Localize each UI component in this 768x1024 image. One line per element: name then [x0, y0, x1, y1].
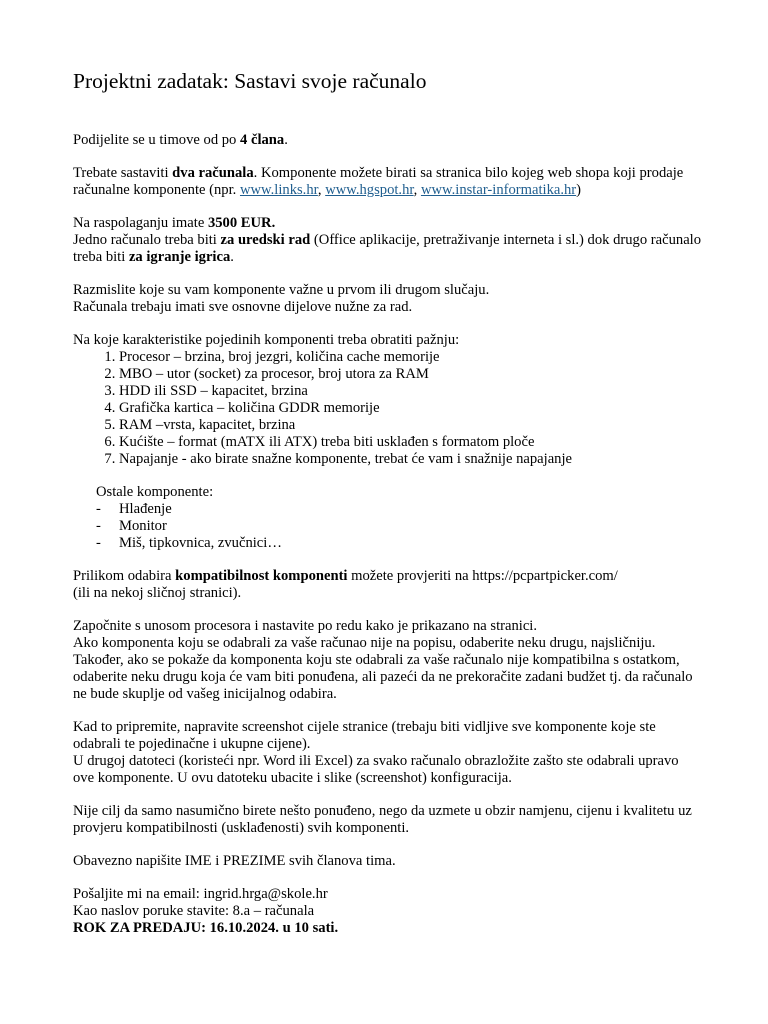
list-item: 2. MBO – utor (socket) za procesor, broj utora za RAM: [119, 366, 703, 383]
characteristics-intro: Na koje karakteristike pojedinih komponenti treba obratiti pažnju:: [73, 332, 460, 348]
list-item: 5. RAM –vrsta, kapacitet, brzina: [119, 417, 703, 434]
document-title: Projektni zadatak: Sastavi svoje računalo: [73, 69, 427, 93]
purpose-end: .: [230, 249, 234, 265]
list-item: 1. Procesor – brzina, broj jezgri, količina cache memorije: [119, 349, 703, 366]
link-separator: ,: [317, 182, 326, 198]
send-paragraph: [73, 886, 703, 937]
team-size: 4 člana: [240, 132, 285, 148]
think-paragraph: [73, 282, 703, 316]
screenshot-paragraph: [73, 719, 703, 787]
purpose-gaming: za igranje igrica: [128, 249, 231, 265]
list-item: 3. HDD ili SSD – kapacitet, brzina: [119, 383, 703, 400]
build-count: dva računala: [172, 165, 254, 181]
characteristics-section: [73, 332, 703, 552]
link-links-hr[interactable]: www.links.hr: [239, 182, 318, 198]
purpose-text: Jedno računalo treba biti: [73, 232, 221, 248]
build-paragraph: [73, 165, 703, 199]
list-item: 7. Napajanje - ako birate snažne komponente, trebat će vam i snažnije napajanje: [119, 451, 703, 468]
teams-end: .: [284, 132, 288, 148]
list-item: 6. Kućište – format (mATX ili ATX) treba biti usklađen s formatom ploče: [119, 434, 703, 451]
list-item: 4. Grafička kartica – količina GDDR memorije: [119, 400, 703, 417]
document-body: [73, 66, 703, 937]
start-line-3: Također, ako se pokaže da komponenta koju ste odabrali za vaše računalo nije kompatibilna s ostatkom, odaberite neku drugu koja će vam biti ponuđena, ali pazeći da ne prekoračite zadani budžet tj. da računalo ne bude skuplje od vašeg inicijalnog odabira.: [73, 652, 693, 702]
list-item: - Miš, tipkovnica, zvučnici…: [96, 535, 703, 552]
list-item: - Monitor: [96, 518, 703, 535]
budget-amount: 3500 EUR.: [207, 215, 276, 231]
teams-paragraph: [73, 132, 703, 149]
send-email-line: Pošaljite mi na email: ingrid.hrga@skole.hr: [73, 886, 328, 902]
teams-text: Podijelite se u timove od po: [73, 132, 241, 148]
start-paragraph: [73, 618, 703, 703]
deadline: ROK ZA PREDAJU: 16.10.2024. u 10 sati.: [73, 920, 339, 936]
purpose-text-2: (Office aplikacije, pretraživanje interneta i sl.) dok drugo računalo treba biti: [73, 232, 702, 265]
link-hgspot-hr[interactable]: www.hgspot.hr: [325, 182, 414, 198]
compat-text: Prilikom odabira: [73, 568, 176, 584]
compat-bold: kompatibilnost komponenti: [175, 568, 348, 584]
screenshot-line-2: U drugoj datoteci (koristeći npr. Word ili Excel) za svako računalo obrazložite zašto ste odabrali upravo ove komponente. U ovu datoteku ubacite i slike (screenshot) konfiguracija.: [73, 753, 679, 786]
goal-paragraph: Nije cilj da samo nasumično birete nešto ponuđeno, nego da uzmete u obzir namjenu, cijenu i kvalitetu uz provjeru kompatibilnosti (usklađenosti) svih komponenti.: [73, 803, 692, 836]
characteristics-list: [73, 349, 703, 468]
build-end: ): [576, 182, 582, 198]
names-paragraph: Obavezno napišite IME i PREZIME svih članova tima.: [73, 853, 396, 869]
screenshot-line-1: Kad to pripremite, napravite screenshot cijele stranice (trebaju biti vidljive sve komponente koje ste odabrali te pojedinačne i ukupne cijene).: [73, 719, 656, 752]
link-instar-informatika-hr[interactable]: www.instar-informatika.hr: [420, 182, 577, 198]
other-components-intro: Ostale komponente:: [96, 484, 214, 500]
compat-url-text: možete provjeriti na https://pcpartpicker.com/: [347, 568, 618, 584]
think-line-2: Računala trebaju imati sve osnovne dijelove nužne za rad.: [73, 299, 413, 315]
other-components-list: [73, 501, 703, 552]
budget-text: Na raspolaganju imate: [73, 215, 208, 231]
compatibility-paragraph: [73, 568, 703, 602]
start-line-2: Ako komponenta koju se odabrali za vaše računao nije na popisu, odaberite neku drugu, najsličniju.: [73, 635, 656, 651]
build-text: Trebate sastaviti: [73, 165, 173, 181]
list-item: - Hlađenje: [96, 501, 703, 518]
send-subject-line: Kao naslov poruke stavite: 8.a – računala: [73, 903, 315, 919]
compat-line-2: (ili na nekoj sličnoj stranici).: [73, 585, 242, 601]
budget-paragraph: [73, 215, 703, 266]
build-shops-text: . Komponente možete birati sa stranica bilo kojeg web shopa koji prodaje računalne komponente (npr.: [73, 165, 684, 198]
link-separator: ,: [413, 182, 421, 198]
think-line-1: Razmislite koje su vam komponente važne u prvom ili drugom slučaju.: [73, 282, 490, 298]
purpose-office: za uredski rad: [220, 232, 311, 248]
start-line-1: Započnite s unosom procesora i nastavite po redu kako je prikazano na stranici.: [73, 618, 538, 634]
